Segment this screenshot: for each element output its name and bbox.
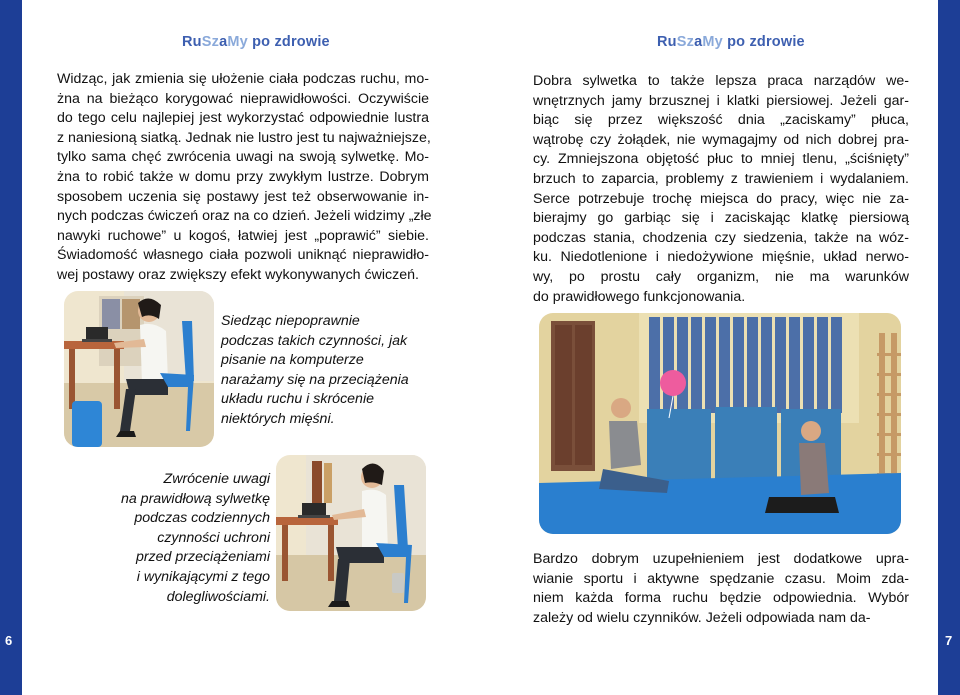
- right-paragraph-2-line: niem każda forma ruchu będzie odpowiednia. Wybór: [533, 590, 909, 607]
- photo-sitting-correctly: [276, 455, 426, 611]
- left-paragraph-line: wej postawy oraz zwiększy efekt wykonywanych ćwiczeń.: [57, 266, 419, 283]
- right-paragraph-1-line: cy. Zmniejszona objętość płuc to mniej tlenu, „ściśnięty”: [533, 151, 909, 168]
- photo-sitting-incorrectly: [64, 291, 214, 447]
- photo-balloon-exercise: [539, 313, 901, 534]
- caption-correct-line: czynności uchroni: [157, 529, 270, 546]
- right-body-paragraph-2: [533, 550, 909, 628]
- right-paragraph-1-line: bierajmy go garbiąc się i zaciskając klatkę piersiową: [533, 210, 909, 227]
- right-paragraph-1-line: ku. Niedotlenione i niedożywione mięśnie, układ nerwo-: [533, 249, 909, 266]
- caption-correct-line: Zwrócenie uwagi: [163, 471, 270, 487]
- right-paragraph-1-line: do prawidłowego funkcjonowania.: [533, 288, 746, 305]
- right-paragraph-2-line: zależy od wielu czynników. Jeżeli odpowiada nam da-: [533, 609, 871, 626]
- left-paragraph-line: z naniesioną siatką. Jednak nie lustro jest tu najważniejsze,: [57, 129, 431, 146]
- caption-incorrect-line: podczas takich czynności, jak: [221, 332, 408, 349]
- caption-incorrect-line: niektórych mięśni.: [221, 410, 335, 427]
- right-paragraph-1-line: wy, po prostu cały organizm, nie ma warunków: [533, 268, 909, 285]
- left-paragraph-line: nych podczas ćwiczeń oraz na co dzień. Jeżeli widzimy „złe: [57, 208, 432, 225]
- right-running-header: RuSzaMy po zdrowie: [657, 34, 805, 50]
- caption-incorrect-line: Siedząc niepoprawnie: [221, 313, 360, 329]
- left-running-header: RuSzaMy po zdrowie: [182, 34, 330, 50]
- left-paragraph-line: do tego celu najlepiej jest wykorzystać odpowiednie lustra: [57, 110, 429, 127]
- left-paragraph-line: tylko sama chęć zwrócenia uwagi na swoją sylwetkę. Mo-: [57, 149, 429, 166]
- caption-incorrect-line: układu ruchu i skrócenie: [221, 391, 374, 408]
- right-paragraph-2-line: Bardzo dobrym uzupełnieniem jest dodatkowe upra-: [533, 551, 909, 567]
- caption-incorrect-line: pisanie na komputerze: [221, 352, 364, 369]
- photo-sitting-incorrectly-illustration: [64, 291, 214, 447]
- left-paragraph-line: żna to robić także w domu przy zwykłym lustrze. Dobrym: [57, 168, 429, 185]
- left-paragraph-line: Widząc, jak zmienia się ułożenie ciała podczas ruchu, mo-: [57, 71, 429, 87]
- right-paragraph-1-line: brzuch to zaparcia, problemy z trawieniem i wydalaniem.: [533, 170, 909, 187]
- caption-correct-line: na prawidłową sylwetkę: [120, 490, 270, 507]
- right-paragraph-1-line: Serce potrzebuje trochę miejsca do pracy, więc nie za-: [533, 190, 909, 207]
- left-paragraph-line: żna na bieżąco korygować nieprawidłowości. Oczywiście: [57, 90, 429, 107]
- caption-correct-line: i wynikającymi z tego: [136, 568, 270, 585]
- caption-correct-line: podczas codziennych: [134, 510, 270, 527]
- right-paragraph-1-line: podczas stania, chodzenia czy siedzenia, także na wóz-: [533, 229, 909, 246]
- right-paragraph-2-line: wianie sportu i aktywne spędzanie czasu. Moim zda-: [533, 570, 909, 587]
- left-paragraph-line: nawyki ruchowe” u kogoś, łatwiej jest „poprawić” siebie.: [57, 227, 429, 244]
- right-paragraph-1-line: wnętrznych jamy brzusznej i klatki piersiowej. Jeżeli gar-: [533, 92, 909, 109]
- caption-sitting-incorrectly: [221, 312, 436, 430]
- right-paragraph-1-line: Dobra sylwetka to także lepsza praca narządów we-: [533, 73, 909, 89]
- right-page-edge-bar: [938, 0, 960, 695]
- caption-correct-line: dolegliwościami.: [166, 588, 270, 605]
- caption-incorrect-line: narażamy się na przeciążenia: [221, 371, 409, 388]
- caption-correct-line: przed przeciążeniami: [135, 549, 270, 566]
- left-page-number: 6: [5, 633, 13, 648]
- left-page-edge-bar: [0, 0, 22, 695]
- right-body-paragraph-1: [533, 72, 909, 307]
- right-page-number: 7: [945, 633, 953, 648]
- left-paragraph-line: sposobem uczenia się postawy jest też obserwowanie in-: [57, 188, 429, 205]
- left-paragraph-line: Świadomość własnego ciała pozwoli uniknąć nieprawidło-: [57, 247, 429, 264]
- right-paragraph-1-line: biąc się przez większość dnia „zaciskamy” płuca,: [533, 112, 909, 129]
- photo-sitting-correctly-illustration: [276, 455, 426, 611]
- photo-balloon-exercise-illustration: [539, 313, 901, 534]
- left-body-paragraph: [57, 70, 432, 286]
- right-paragraph-1-line: wątrobę czy żołądek, nie wymagajmy od nich dobrej pra-: [533, 131, 909, 148]
- caption-sitting-correctly: [70, 470, 270, 607]
